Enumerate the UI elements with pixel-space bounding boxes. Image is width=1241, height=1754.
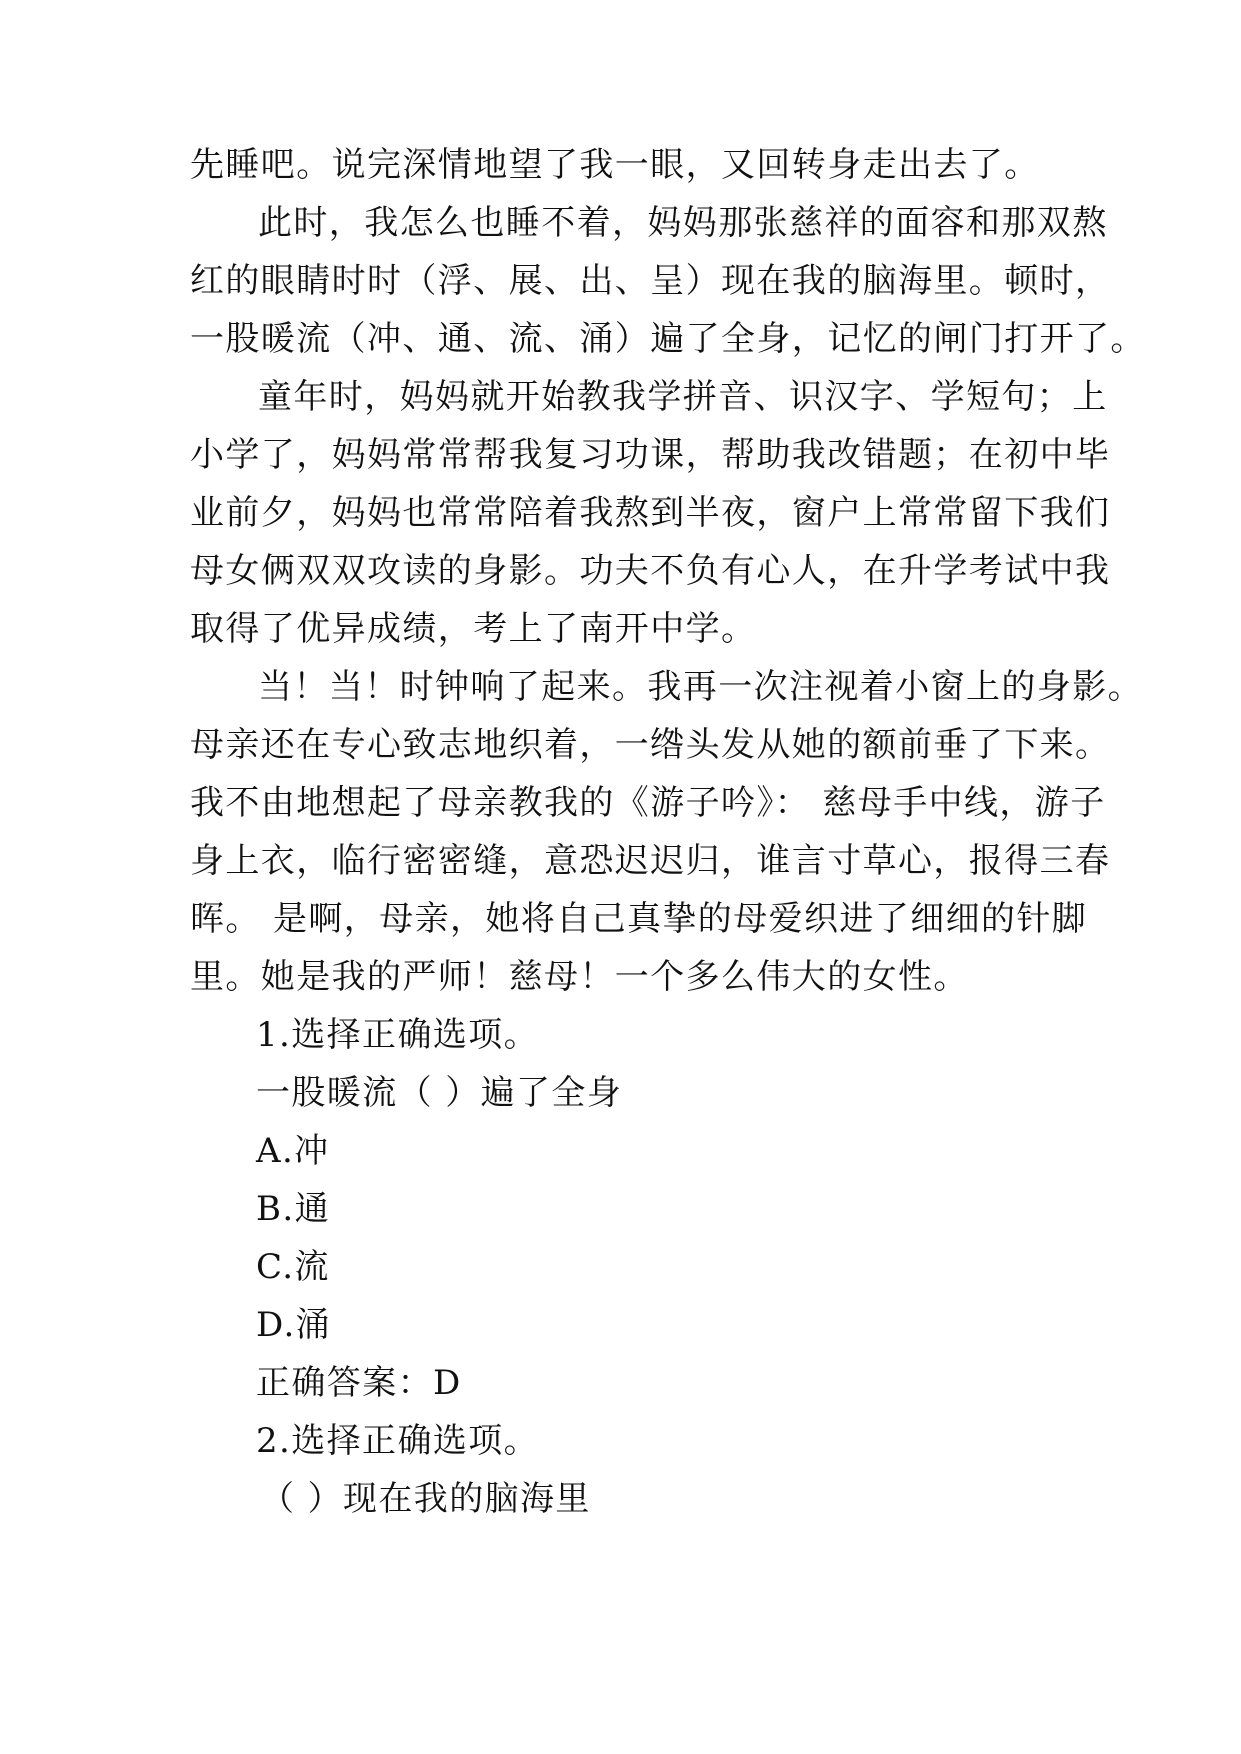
question-1-option-d: D.涌 xyxy=(256,1305,332,1345)
passage-line: 晖。 是啊，母亲，她将自己真挚的母爱织进了细细的针脚 xyxy=(190,899,1088,939)
passage-line: 取得了优异成绩，考上了南开中学。 xyxy=(190,609,757,649)
passage-line: 此时，我怎么也睡不着，妈妈那张慈祥的面容和那双熬 xyxy=(258,203,1108,243)
passage-line: 先睡吧。说完深情地望了我一眼，又回转身走出去了。 xyxy=(190,145,1040,185)
passage-line: 我不由地想起了母亲教我的《游子吟》： 慈母手中线，游子 xyxy=(190,783,1106,823)
question-2-title: 2.选择正确选项。 xyxy=(256,1421,540,1461)
passage-line: 小学了，妈妈常常帮我复习功课，帮助我改错题；在初中毕 xyxy=(190,435,1111,475)
question-1-answer: 正确答案：D xyxy=(256,1363,462,1403)
passage-line: 当！当！时钟响了起来。我再一次注视着小窗上的身影。 xyxy=(258,667,1143,707)
passage-line: 里。她是我的严师！慈母！一个多么伟大的女性。 xyxy=(190,957,969,997)
question-2-stem: （ ）现在我的脑海里 xyxy=(260,1479,591,1519)
question-1-stem: 一股暖流（ ）遍了全身 xyxy=(256,1073,623,1113)
passage-line: 童年时，妈妈就开始教我学拼音、识汉字、学短句；上 xyxy=(258,377,1108,417)
question-1-option-c: C.流 xyxy=(256,1247,330,1287)
question-1-title: 1.选择正确选项。 xyxy=(256,1015,540,1055)
passage-line: 业前夕，妈妈也常常陪着我熬到半夜，窗户上常常留下我们 xyxy=(190,493,1111,533)
passage-line: 身上衣，临行密密缝，意恐迟迟归，谁言寸草心，报得三春 xyxy=(190,841,1111,881)
passage-line: 红的眼睛时时（浮、展、出、呈）现在我的脑海里。顿时， xyxy=(190,261,1111,301)
question-1-option-a: A.冲 xyxy=(256,1131,330,1171)
passage-line: 母女俩双双攻读的身影。功夫不负有心人，在升学考试中我 xyxy=(190,551,1111,591)
passage-line: 一股暖流（冲、通、流、涌）遍了全身，记忆的闸门打开了。 xyxy=(190,319,1146,359)
passage-line: 母亲还在专心致志地织着，一绺头发从她的额前垂了下来。 xyxy=(190,725,1111,765)
question-1-option-b: B.通 xyxy=(256,1189,330,1229)
